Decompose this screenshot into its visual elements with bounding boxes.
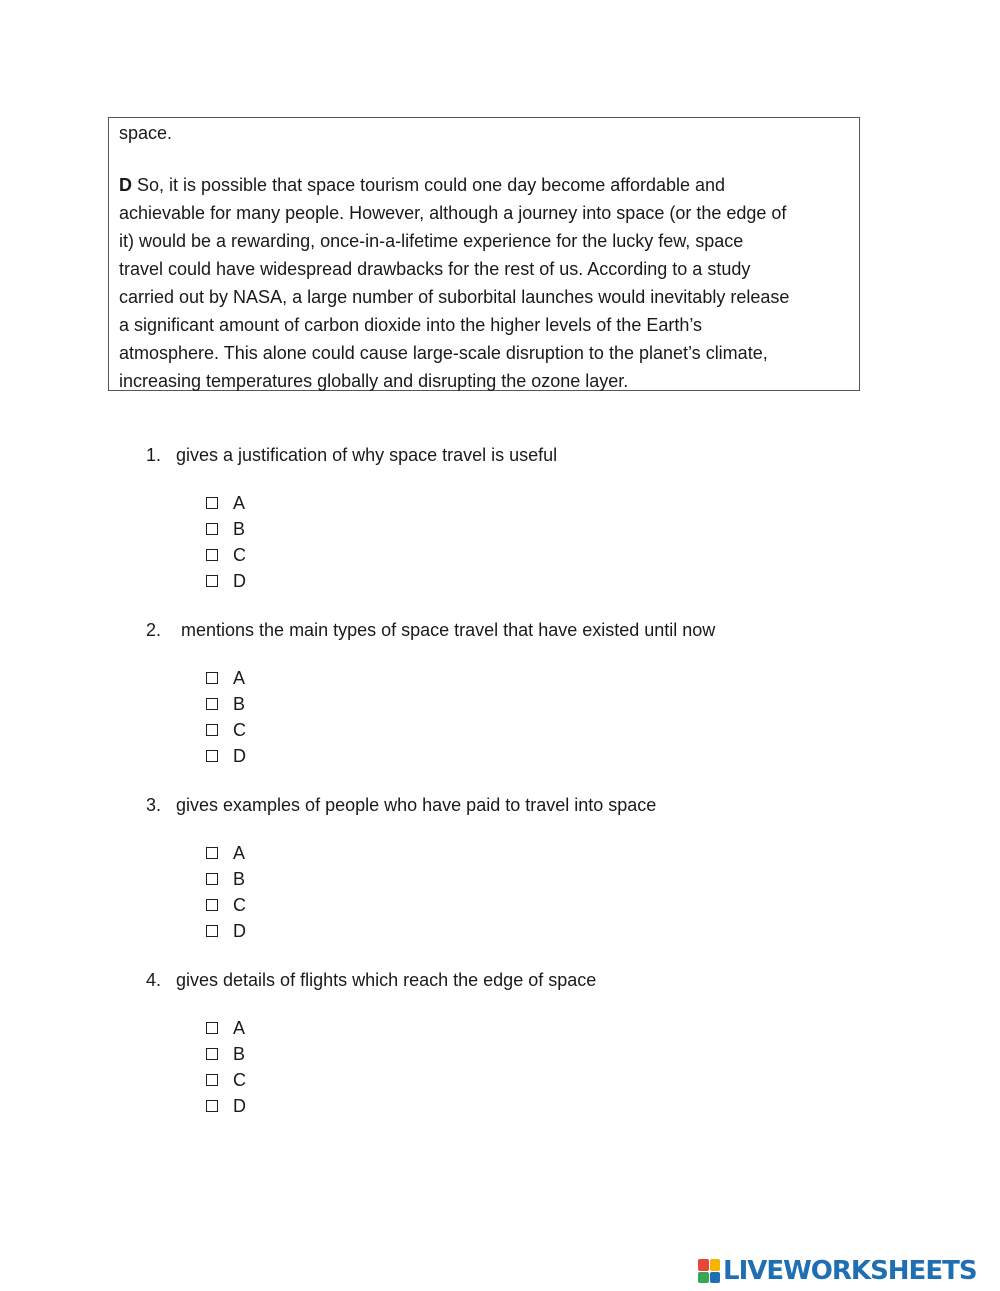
logo-square [698, 1259, 709, 1271]
option-c[interactable]: C [206, 892, 246, 918]
option-a[interactable]: A [206, 665, 246, 691]
option-a[interactable]: A [206, 490, 246, 516]
paragraph-d-line: atmosphere. This alone could cause large-scale disruption to the planet’s climate, [119, 343, 768, 363]
checkbox-icon[interactable] [206, 847, 218, 859]
question-number: 2. [146, 620, 162, 640]
checkbox-icon[interactable] [206, 724, 218, 736]
option-b[interactable]: B [206, 1041, 246, 1067]
option-c[interactable]: C [206, 1067, 246, 1093]
logo-square [710, 1272, 721, 1284]
question-3-options [206, 840, 246, 944]
question-number: 4. [146, 970, 162, 990]
option-d[interactable]: D [206, 568, 246, 594]
checkbox-icon[interactable] [206, 750, 218, 762]
checkbox-icon[interactable] [206, 1048, 218, 1060]
logo-square [698, 1272, 709, 1284]
checkbox-icon[interactable] [206, 497, 218, 509]
paragraph-d-line: a significant amount of carbon dioxide into the higher levels of the Earth’s [119, 315, 703, 335]
liveworksheets-logo [698, 1258, 977, 1284]
paragraph-d-line: increasing temperatures globally and disrupting the ozone layer. [119, 371, 629, 391]
question-4-options [206, 1015, 246, 1119]
checkbox-icon[interactable] [206, 873, 218, 885]
question-3 [146, 793, 656, 817]
checkbox-icon[interactable] [206, 1074, 218, 1086]
question-text: gives examples of people who have paid to travel into space [176, 795, 657, 815]
checkbox-icon[interactable] [206, 672, 218, 684]
question-text: gives a justification of why space travel is useful [176, 445, 558, 465]
option-b[interactable]: B [206, 691, 246, 717]
paragraph-d [119, 171, 849, 395]
checkbox-icon[interactable] [206, 925, 218, 937]
checkbox-icon[interactable] [206, 523, 218, 535]
paragraph-letter: D [119, 175, 132, 195]
question-number: 1. [146, 445, 162, 465]
paragraph-d-line: D So, it is possible that space tourism could one day become affordable and [119, 175, 726, 195]
paragraph-d-line: travel could have widespread drawbacks for the rest of us. According to a study [119, 259, 751, 279]
checkbox-icon[interactable] [206, 899, 218, 911]
checkbox-icon[interactable] [206, 575, 218, 587]
checkbox-icon[interactable] [206, 698, 218, 710]
passage-end-of-c: space. [119, 123, 173, 143]
checkbox-icon[interactable] [206, 1022, 218, 1034]
question-number: 3. [146, 795, 162, 815]
paragraph-d-line: it) would be a rewarding, once-in-a-lifetime experience for the lucky few, space [119, 231, 744, 251]
paragraph-d-line: carried out by NASA, a large number of suborbital launches would inevitably release [119, 287, 790, 307]
question-1-options [206, 490, 246, 594]
option-b[interactable]: B [206, 516, 246, 542]
checkbox-icon[interactable] [206, 1100, 218, 1112]
option-c[interactable]: C [206, 542, 246, 568]
question-text: gives details of flights which reach the edge of space [176, 970, 597, 990]
option-d[interactable]: D [206, 743, 246, 769]
option-a[interactable]: A [206, 1015, 246, 1041]
logo-square [710, 1259, 721, 1271]
option-c[interactable]: C [206, 717, 246, 743]
question-text: mentions the main types of space travel that have existed until now [176, 620, 716, 640]
question-1 [146, 443, 557, 467]
question-4 [146, 968, 596, 992]
paragraph-d-line: achievable for many people. However, although a journey into space (or the edge of [119, 203, 787, 223]
logo-text: LIVEWORKSHEETS [723, 1256, 977, 1286]
option-d[interactable]: D [206, 918, 246, 944]
passage-box [108, 117, 860, 391]
liveworksheets-logo-icon [698, 1259, 720, 1283]
option-a[interactable]: A [206, 840, 246, 866]
option-b[interactable]: B [206, 866, 246, 892]
question-2 [146, 618, 715, 642]
option-d[interactable]: D [206, 1093, 246, 1119]
checkbox-icon[interactable] [206, 549, 218, 561]
question-2-options [206, 665, 246, 769]
